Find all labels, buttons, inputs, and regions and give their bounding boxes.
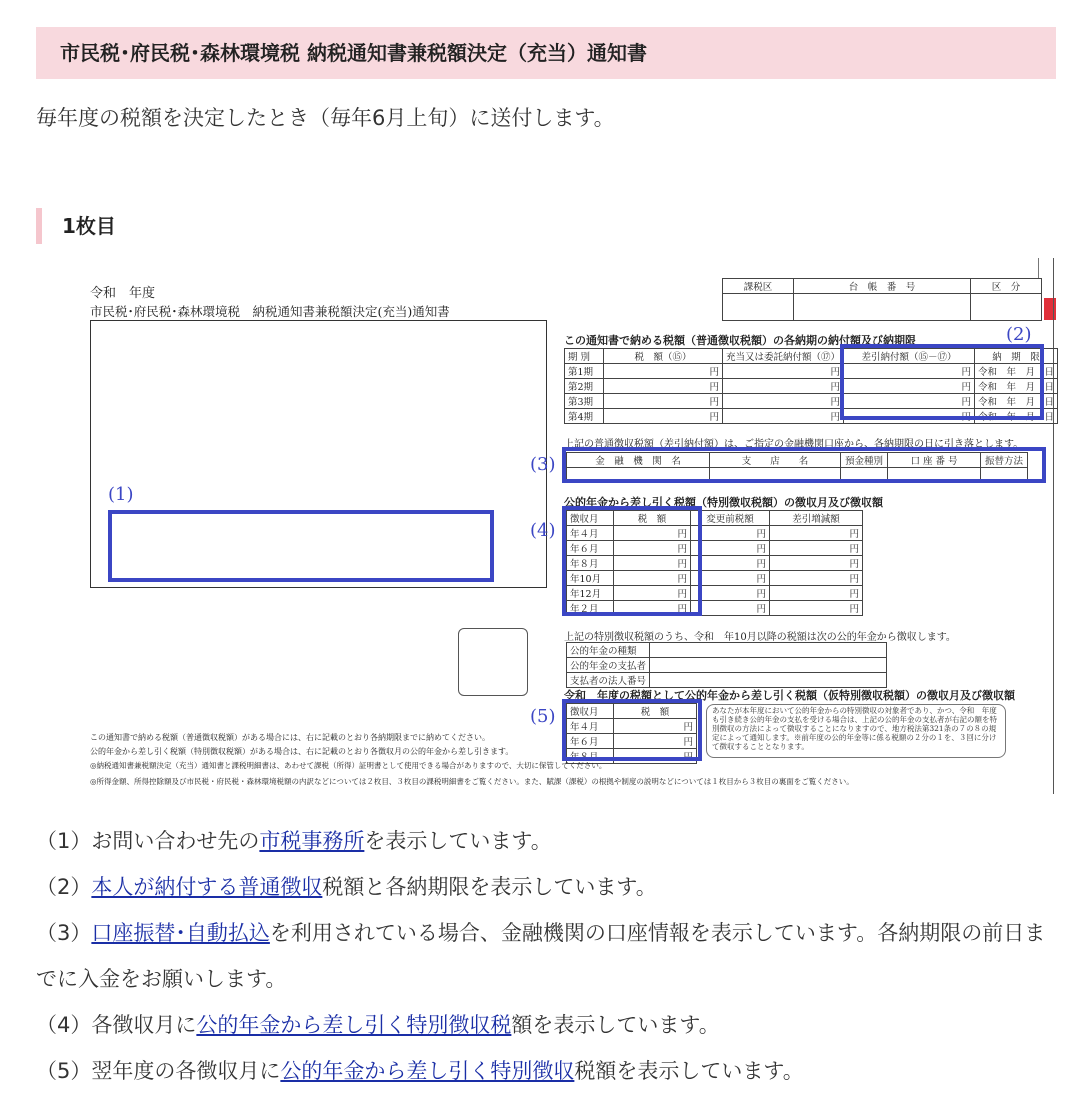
link-pension-special-next[interactable]: 公的年金から差し引く特別徴収 [280, 1059, 575, 1083]
highlight-net-due [840, 344, 1044, 420]
red-edge-mark [1044, 298, 1056, 320]
list-item [36, 818, 1052, 864]
yen-cell: 円 [843, 379, 974, 394]
th-tax: 税 額（⑮） [603, 349, 722, 364]
pension-head: 変更前税額 [691, 511, 770, 526]
link-ordinary-collection[interactable]: 本人が納付する普通徴収 [91, 875, 323, 899]
yen-cell: 円 [603, 409, 722, 424]
footer-note-4: ◎所得金額、所得控除額及び市民税・府民税・森林環境税額の内訳などについては２枚目、３枚目の課税明細書をご覧ください。また、賦課（課税）の根拠や制度の説明などについては１枚目から３枚目の裏面をご覧ください。 [90, 777, 854, 786]
item-number: （3） [36, 921, 92, 945]
highlight-office [108, 510, 494, 582]
right-edge-line [1053, 258, 1054, 794]
month-cell: 年６月 [567, 541, 614, 556]
yen-cell: 円 [603, 364, 722, 379]
item-number: （2） [36, 875, 92, 899]
special-note: 上記の特別徴収税額のうち、令和 年10月以降の税額は次の公的年金から徴収します。 [564, 632, 956, 643]
bank-head: 支 店 名 [710, 453, 841, 468]
yen-cell: 円 [691, 586, 770, 601]
month-cell: 年６月 [567, 734, 614, 749]
form-era-year: 令和 年度 [90, 286, 156, 301]
yen-cell: 円 [770, 556, 863, 571]
bank-head: 振替方法 [981, 453, 1028, 468]
marker-4: (4) [530, 520, 556, 541]
yen-cell: 円 [722, 379, 843, 394]
footer-note-3: ◎納税通知書兼税額決定（充当）通知書と課税明細書は、あわせて課税（所得）証明書として使用できる場合がありますので、大切に保管してください。 [90, 761, 607, 770]
month-cell: 年４月 [567, 526, 614, 541]
due-cell: 令和 年 月 日 [974, 409, 1057, 424]
th-net: 差引納付額（⑮－⑰） [843, 349, 974, 364]
month-cell: 年８月 [567, 556, 614, 571]
footer-note-1: この通知書で納める税額（普通徴収税額）がある場合には、右に記載のとおり各納期限までに納めてください。 [90, 733, 490, 742]
info-row-label: 支払者の法人番号 [567, 673, 650, 688]
th-period: 期 別 [565, 349, 604, 364]
th-due: 納 期 限 [974, 349, 1057, 364]
highlight-next-year [562, 699, 702, 761]
yen-cell: 円 [770, 571, 863, 586]
lead-text: 毎年度の税額を決定したとき（毎年6月上旬）に送付します。 [36, 106, 615, 130]
item-text: を表示しています。 [364, 829, 552, 853]
marker-1: (1) [108, 484, 134, 505]
ledger-head-district: 課税区 [723, 279, 794, 294]
next-head: 税 額 [614, 704, 697, 719]
item-number: （1） [36, 829, 92, 853]
period-cell: 第3期 [565, 394, 604, 409]
yen-cell: 円 [722, 364, 843, 379]
section1-title: この通知書で納める税額（普通徴収税額）の各納期の納付額及び納期限 [564, 334, 916, 347]
yen-cell: 円 [614, 749, 697, 764]
next-head: 徴収月 [567, 704, 614, 719]
corner-mark [1038, 258, 1058, 278]
yen-cell: 円 [614, 541, 691, 556]
yen-cell: 円 [614, 571, 691, 586]
next-year-title: 令和 年度の税額として公的年金から差し引く税額（仮特別徴収税額）の徴収月及び徴収額 [564, 689, 1015, 702]
yen-cell: 円 [722, 409, 843, 424]
pension-title: 公的年金から差し引く税額（特別徴収税額）の徴収月及び徴収額 [564, 496, 883, 509]
bank-head: 口 座 番 号 [888, 453, 981, 468]
footer-note-2: 公的年金から差し引く税額（特別徴収税額）がある場合は、右に記載のとおり各徴収月の公的年金から差し引きます。 [90, 747, 514, 756]
yen-cell: 円 [843, 364, 974, 379]
item-text: 税額を表示しています。 [574, 1059, 804, 1083]
yen-cell: 円 [603, 394, 722, 409]
bank-head: 預金種別 [841, 453, 888, 468]
period-cell: 第1期 [565, 364, 604, 379]
link-tax-office[interactable]: 市税事務所 [259, 829, 365, 853]
yen-cell: 円 [770, 586, 863, 601]
info-row-label: 公的年金の種類 [567, 643, 650, 658]
pension-head: 税 額 [614, 511, 691, 526]
item-text: 翌年度の各徴収月に [91, 1059, 281, 1083]
list-item [36, 864, 1052, 910]
bank-head: 金 融 機 関 名 [567, 453, 710, 468]
pension-info-table [566, 642, 887, 688]
stamp-box [458, 628, 528, 696]
yen-cell: 円 [770, 526, 863, 541]
list-item [36, 1002, 1052, 1048]
period-cell: 第4期 [565, 409, 604, 424]
yen-cell: 円 [691, 556, 770, 571]
yen-cell: 円 [614, 719, 697, 734]
pension-head: 差引増減額 [770, 511, 863, 526]
month-cell: 年２月 [567, 601, 614, 616]
ledger-head-number: 台 帳 番 号 [794, 279, 971, 294]
subheading: 1枚目 [36, 208, 116, 244]
link-pension-special-tax[interactable]: 公的年金から差し引く特別徴収税 [196, 1013, 512, 1037]
yen-cell: 円 [691, 541, 770, 556]
yen-cell: 円 [691, 526, 770, 541]
yen-cell: 円 [770, 541, 863, 556]
item-text: 各徴収月に [91, 1013, 197, 1037]
highlight-bank [562, 447, 1046, 483]
due-cell: 令和 年 月 日 [974, 364, 1057, 379]
yen-cell: 円 [614, 734, 697, 749]
section-header: 市民税･府民税･森林環境税 納税通知書兼税額決定（充当）通知書 [36, 27, 1056, 79]
yen-cell: 円 [614, 601, 691, 616]
month-cell: 年12月 [567, 586, 614, 601]
pension-head: 徴収月 [567, 511, 614, 526]
period-cell: 第2期 [565, 379, 604, 394]
bank-note: 上記の普通徴収税額（差引納付額）は、ご指定の金融機関口座から、各納期限の日に引き落とします。 [564, 439, 1024, 450]
yen-cell: 円 [691, 601, 770, 616]
info-row-label: 公的年金の支払者 [567, 658, 650, 673]
marker-2: (2) [1006, 324, 1032, 345]
yen-cell: 円 [603, 379, 722, 394]
list-item [36, 1048, 1052, 1094]
tax-notice-form-image [60, 258, 1058, 794]
item-number: （5） [36, 1059, 92, 1083]
form-doc-title: 市民税･府民税･森林環境税 納税通知書兼税額決定(充当)通知書 [90, 304, 450, 319]
yen-cell: 円 [722, 394, 843, 409]
list-item [36, 910, 1052, 1002]
item-number: （4） [36, 1013, 92, 1037]
month-cell: 年４月 [567, 719, 614, 734]
explanation-list [36, 818, 1052, 1094]
yen-cell: 円 [614, 556, 691, 571]
yen-cell: 円 [691, 571, 770, 586]
yen-cell: 円 [843, 394, 974, 409]
item-text: 額を表示しています。 [511, 1013, 720, 1037]
item-text: お問い合わせ先の [91, 829, 260, 853]
month-cell: 年８月 [567, 749, 614, 764]
highlight-pension [562, 506, 702, 616]
yen-cell: 円 [614, 586, 691, 601]
link-account-transfer[interactable]: 口座振替･自動払込 [91, 921, 270, 945]
yen-cell: 円 [843, 409, 974, 424]
ledger-table [722, 278, 1042, 321]
next-year-note: あなたが本年度において公的年金からの特別徴収の対象者であり、かつ、令和 年度も引き続き公的年金の支払を受ける場合は、上記の公的年金の支払者が右記の額を特別徴収の方法によって徴収することになりますので、地方税法第321条の７の８の規定によって通知します。※前年度の公的年金等に係る税額の２分の１を、３回に分けて徴収することとなります。 [706, 704, 1006, 758]
yen-cell: 円 [770, 601, 863, 616]
yen-cell: 円 [614, 526, 691, 541]
due-cell: 令和 年 月 日 [974, 379, 1057, 394]
marker-3: (3) [530, 454, 556, 475]
marker-5: (5) [530, 706, 556, 727]
month-cell: 年10月 [567, 571, 614, 586]
item-text: 税額と各納期限を表示しています。 [322, 875, 657, 899]
th-allocated: 充当又は委託納付額（⑰） [722, 349, 843, 364]
ledger-head-class: 区 分 [971, 279, 1042, 294]
due-cell: 令和 年 月 日 [974, 394, 1057, 409]
item-text: を利用されている場合、金融機関の口座情報を表示しています。各納期限の前日までに入金をお願いします。 [36, 921, 1046, 991]
